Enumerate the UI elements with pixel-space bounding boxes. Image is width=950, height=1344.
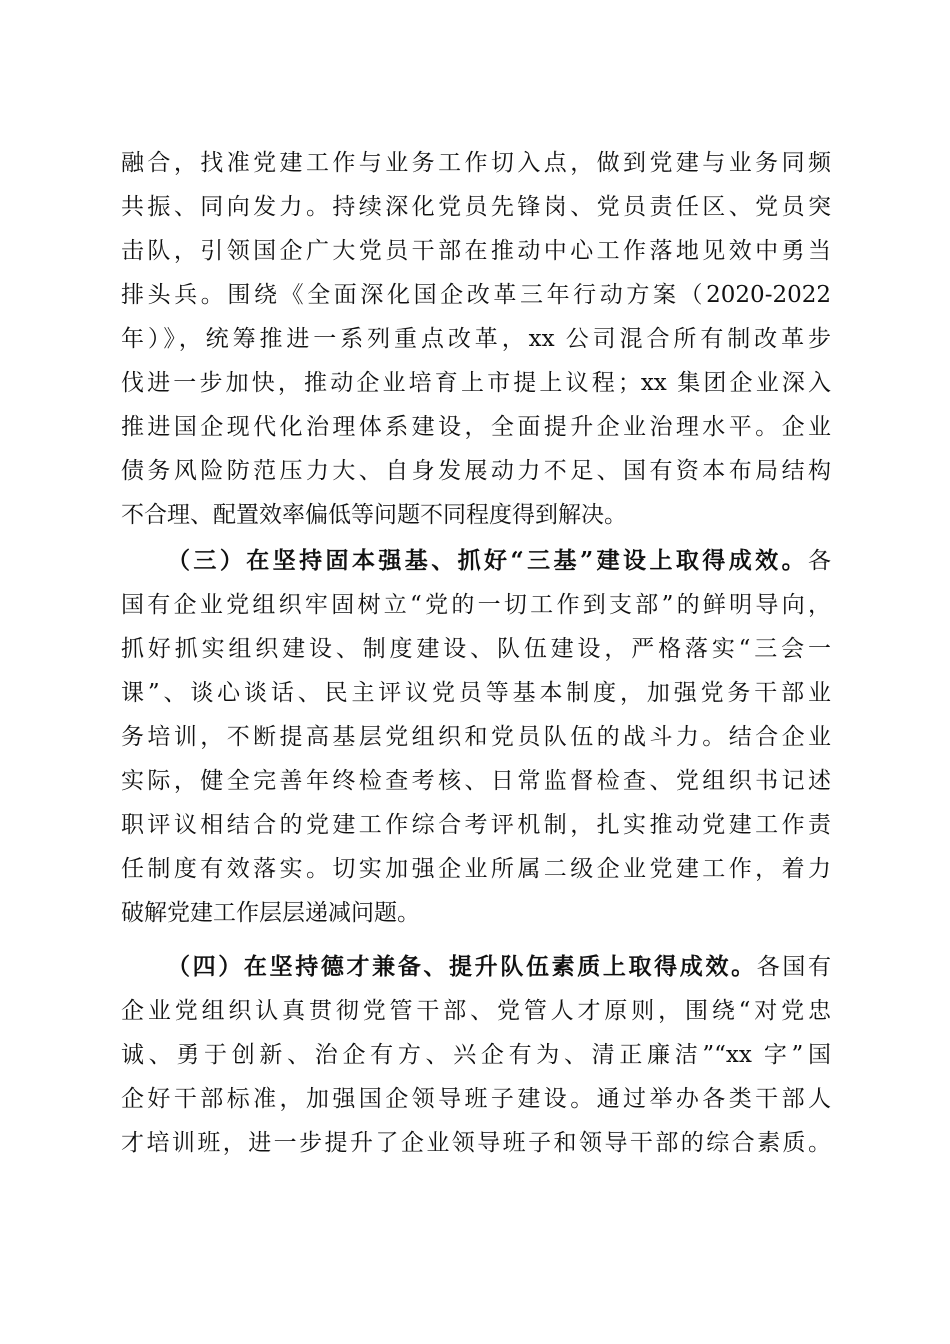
text-line: 击队，引领国企广大党员干部在推动中心工作落地见效中勇当 bbox=[121, 238, 831, 264]
text-line: 企业党组织认真贯彻党管干部、党管人才原则，围绕“对党忠 bbox=[121, 998, 831, 1024]
section-heading: （四）在坚持德才兼备、提升队伍素质上取得成效。 bbox=[167, 953, 757, 980]
text-fragment: 各 bbox=[808, 548, 831, 574]
text-line: 诚、勇于创新、治企有方、兴企有为、清正廉洁”“xx 字”国 bbox=[121, 1042, 831, 1068]
text-line: 融合，找准党建工作与业务工作切入点，做到党建与业务同频 bbox=[121, 150, 831, 176]
text-line: 推进国企现代化治理体系建设，全面提升企业治理水平。企业 bbox=[121, 414, 831, 440]
section-heading: （三）在坚持固本强基、抓好“三基”建设上取得成效。 bbox=[167, 547, 808, 574]
paragraph-first-line bbox=[167, 945, 831, 989]
text-fragment: 各国有 bbox=[756, 954, 832, 980]
text-line: 抓好抓实组织建设、制度建设、队伍建设，严格落实“三会一 bbox=[121, 636, 831, 662]
text-line: 排头兵。围绕《全面深化国企改革三年行动方案（2020-2022 bbox=[121, 282, 831, 308]
text-line: 破解党建工作层层递减问题。 bbox=[121, 900, 420, 926]
text-line: 才培训班，进一步提升了企业领导班子和领导干部的综合素质。 bbox=[121, 1130, 831, 1156]
text-line: 任制度有效落实。切实加强企业所属二级企业党建工作，着力 bbox=[121, 856, 831, 882]
text-line: 务培训，不断提高基层党组织和党员队伍的战斗力。结合企业 bbox=[121, 724, 831, 750]
text-line: 课”、谈心谈话、民主评议党员等基本制度，加强党务干部业 bbox=[121, 680, 831, 706]
text-line: 伐进一步加快，推动企业培育上市提上议程；xx 集团企业深入 bbox=[121, 370, 831, 396]
text-line: 企好干部标准，加强国企领导班子建设。通过举办各类干部人 bbox=[121, 1086, 831, 1112]
text-line: 国有企业党组织牢固树立“党的一切工作到支部”的鲜明导向， bbox=[121, 592, 831, 618]
text-line: 债务风险防范压力大、自身发展动力不足、国有资本布局结构 bbox=[121, 458, 831, 484]
text-line: 共振、同向发力。持续深化党员先锋岗、党员责任区、党员突 bbox=[121, 194, 831, 220]
paragraph-first-line bbox=[167, 539, 831, 583]
text-line: 实际，健全完善年终检查考核、日常监督检查、党组织书记述 bbox=[121, 768, 831, 794]
text-line: 不合理、配置效率偏低等问题不同程度得到解决。 bbox=[121, 502, 627, 528]
text-line: 年）》，统筹推进一系列重点改革，xx 公司混合所有制改革步 bbox=[121, 326, 831, 352]
text-line: 职评议相结合的党建工作综合考评机制，扎实推动党建工作责 bbox=[121, 812, 831, 838]
